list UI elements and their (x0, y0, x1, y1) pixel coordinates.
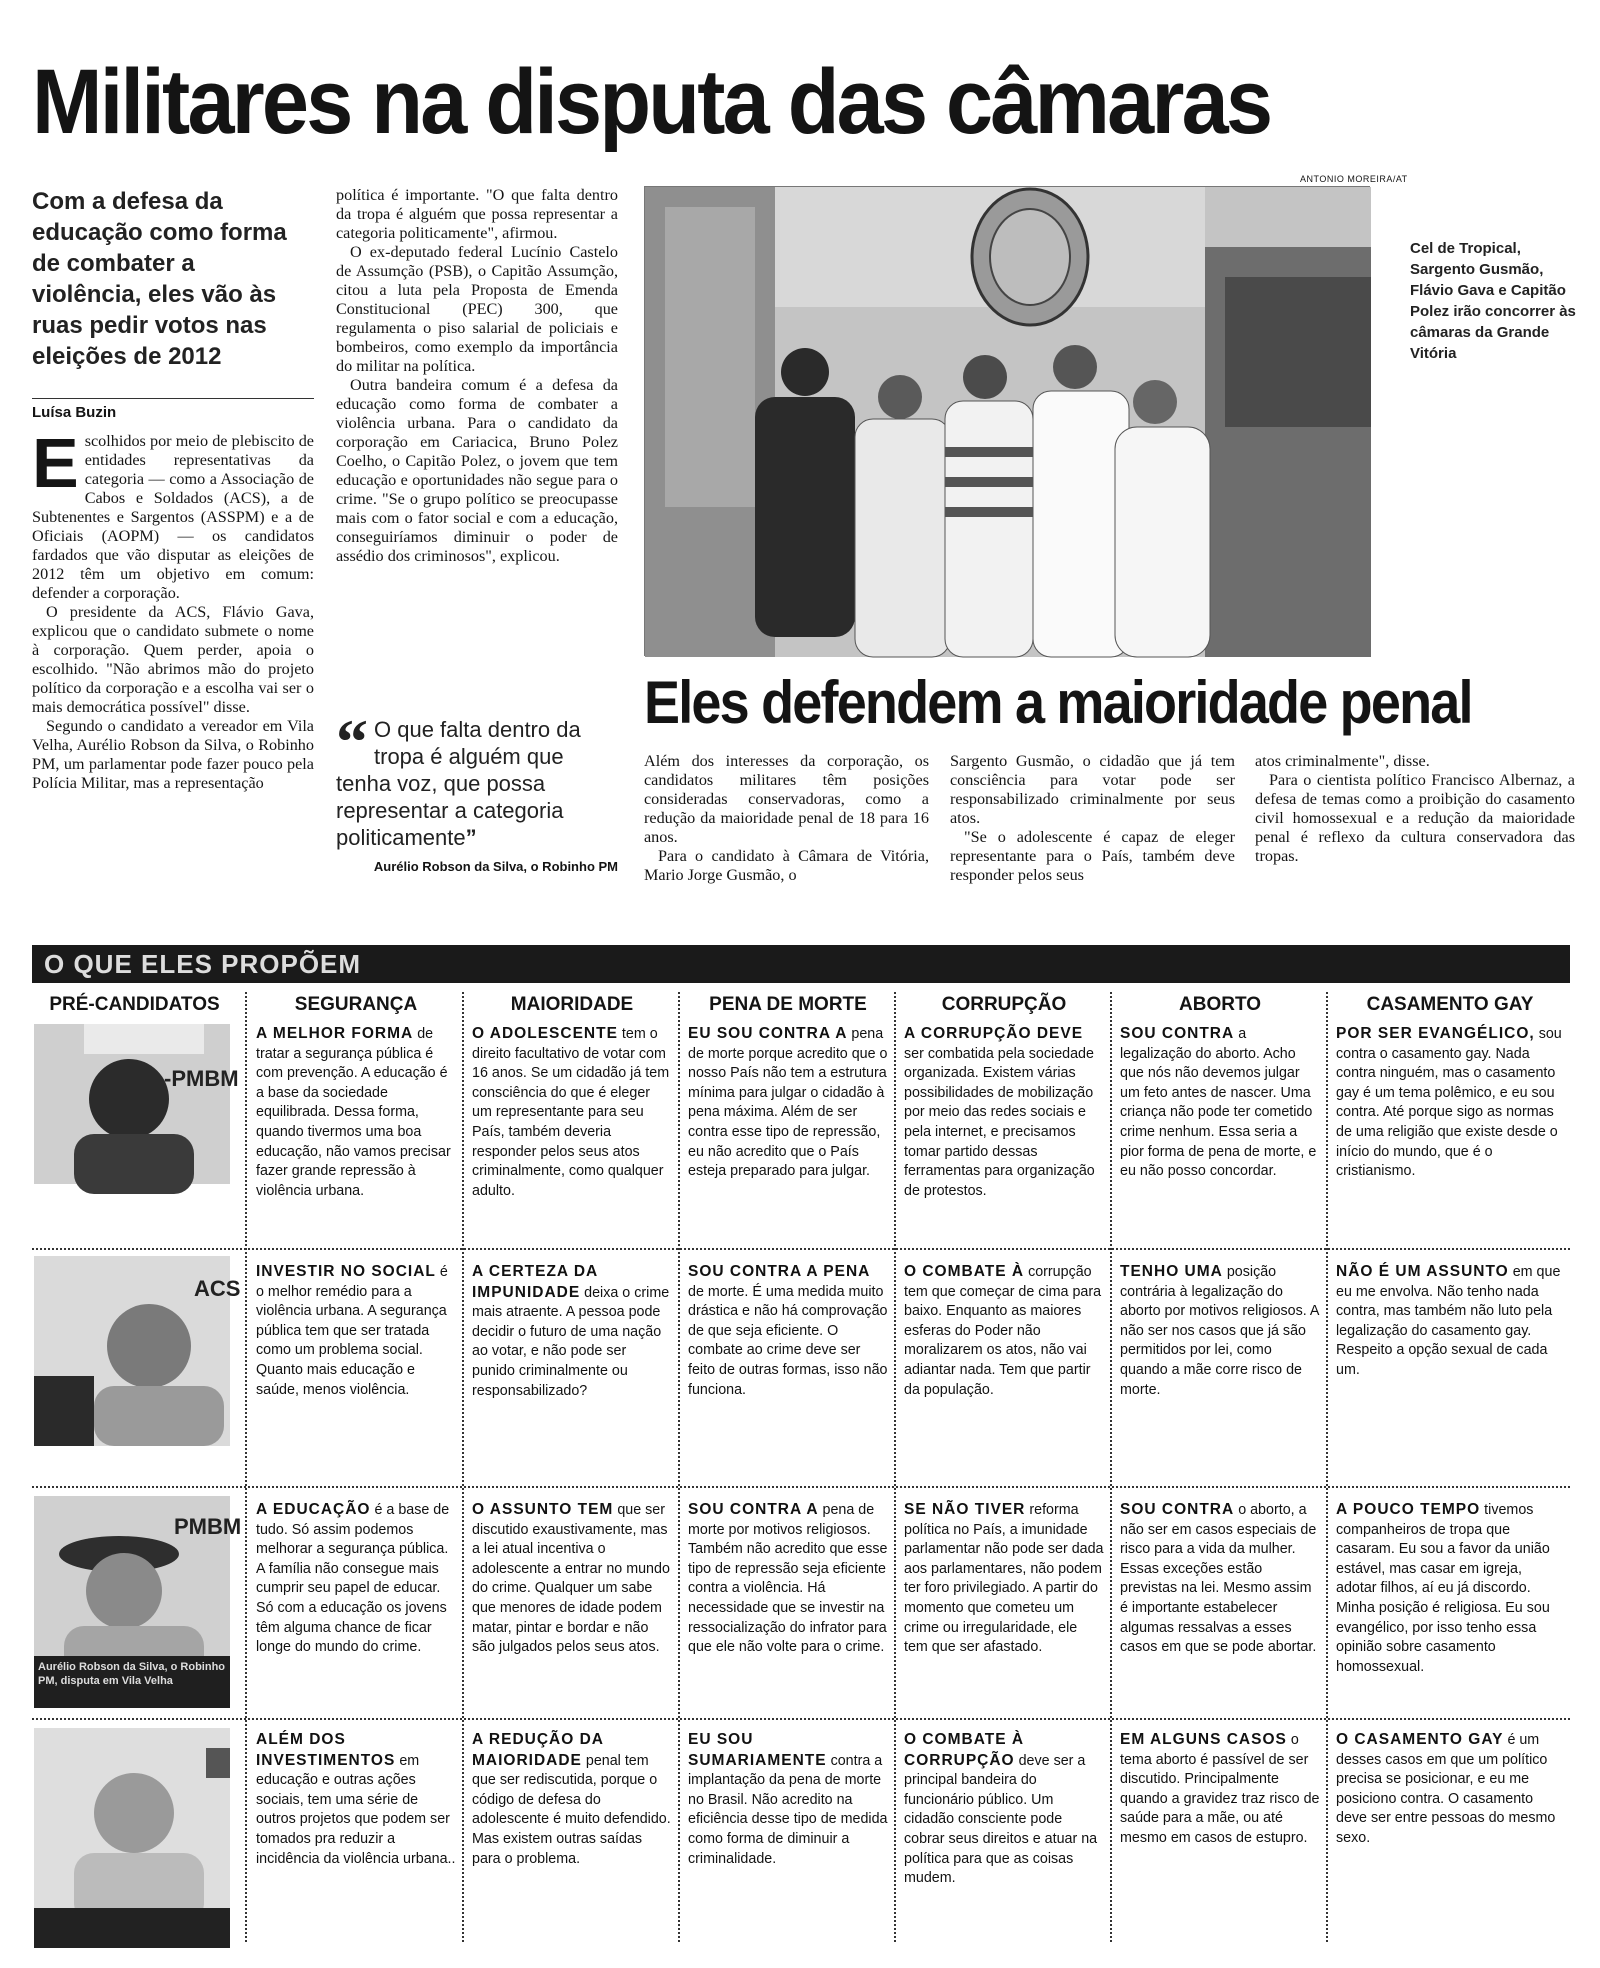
article-column-1 (32, 424, 314, 793)
pull-quote-text: “ O que falta dentro da tropa é alguém que tenha voz, que possa representar a categoria politicamente” (336, 706, 581, 850)
paragraph: Outra bandeira comum é a defesa da educação como forma de combater a violência urbana. Para o candidato da corporação em Cariacica, Bruno Polez Coelho, o Capitão Polez, o jovem que tem educação e oportunidades não segue para o crime. "Se o grupo político se preocupasse mais com o fator social e com a educação, conseguiríamos diminuir o poder de assédio dos criminosos", explicou. (336, 376, 618, 565)
column-divider (1110, 992, 1112, 1942)
paragraph: Além dos interesses da corporação, os candidatos militares têm posições consideradas conservadoras, como a redução da maioridade penal de 18 para 16 anos. (644, 752, 929, 846)
proposal-cell: EU SOU SUMARIAMENTE contra a implantação da pena de morte no Brasil. Não acredito na eficiência desse tipo de medida como forma de diminuir a criminalidade. (688, 1731, 888, 1867)
proposal-cell: A REDUÇÃO DA MAIORIDADE penal tem que ser rediscutida, porque o código de defesa do adolescente é muito defendido. Mas existem outras saídas para o problema. (472, 1731, 671, 1867)
byline: Luísa Buzin (32, 404, 117, 421)
row-divider (32, 1248, 1570, 1250)
proposal-cell: O ASSUNTO TEM que ser discutido exaustivamente, mas a lei atual incentiva o adolescente a entrar no mundo do crime. Qualquer um sabe que menores de idade podem matar, pintar e bordar e não são julgados pelos seus atos. (472, 1501, 670, 1656)
proposal-cell: A CERTEZA DA IMPUNIDADE deixa o crime mais atraente. A pessoa pode decidir o futuro de uma nação ao votar, e não pode ser punido criminalmente ou responsabilizado? (472, 1263, 670, 1399)
sub-article-column-1 (644, 752, 929, 885)
column-header-majority-age: MAIORIDADE (510, 994, 634, 1015)
portrait-caption: Aurélio Robson da Silva, o Robinho PM, disputa em Vila Velha (38, 1661, 226, 1687)
proposal-cell: ALÉM DOS INVESTIMENTOS em educação e outras ações sociais, tem uma série de outros projetos que podem ser tomados pra reduzir a incidência da violência urbana.. (256, 1731, 456, 1867)
column-divider (894, 992, 896, 1942)
proposal-cell: A MELHOR FORMA de tratar a segurança pública é com prevenção. A educação é a base da sociedade equilibrada. Dessa forma, quando tivermos uma boa educação, não vamos precisar fazer grande repressão à violência urbana. (256, 1025, 451, 1199)
proposal-cell: POR SER EVANGÉLICO, sou contra o casamento gay. Nada contra ninguém, mas o casamento gay é um tema polêmico, e eu sou contra. Até porque sigo as normas de uma religião que existe desde o início do mundo, que é o cristianismo. (1336, 1025, 1562, 1180)
column-divider (1326, 992, 1328, 1942)
proposal-cell: SOU CONTRA a legalização do aborto. Acho que nós não devemos julgar um feto antes de nascer. Uma criança não pode ter cometido crime nenhum. Essa seria a pior forma de pena de morte, e eu não posso concordar. (1120, 1025, 1317, 1180)
column-header-candidates: PRÉ-CANDIDATOS (49, 994, 220, 1015)
proposal-cell: SOU CONTRA A PENA de morte. É uma medida muito drástica e não há comprovação de que seja eficiente. O combate ao crime deve ser feito de outras formas, isso não funciona. (688, 1263, 888, 1398)
proposal-cell: TENHO UMA posição contrária à legalização do aborto por motivos religiosos. A não ser nos casos que já são permitidos por lei, como quando a mãe corre risco de morte. (1120, 1263, 1319, 1398)
column-divider (462, 992, 464, 1942)
row-divider (32, 1486, 1570, 1488)
column-divider (678, 992, 680, 1942)
column-header-death-penalty: PENA DE MORTE (709, 994, 867, 1015)
portrait-sign: ACS (194, 1276, 241, 1301)
paragraph: O ex-deputado federal Lucínio Castelo de Assumção (PSB), o Capitão Assumção, citou a luta pela Proposta de Emenda Constitucional (PEC) 300, que regulamenta o piso salarial de policiais e bombeiros, como exemplo da importância do militar na política. (336, 243, 618, 375)
proposal-cell: O COMBATE À corrupção tem que começar de cima para baixo. Enquanto as maiores esferas do Poder não moralizarem os atos, não vai adiantar nada. Tem que partir da população. (904, 1263, 1102, 1398)
proposal-cell: O ADOLESCENTE tem o direito facultativo de votar com 16 anos. Se um cidadão já tem consciência do que é eleger um representante para seu País, também deveria responder pelos seus atos criminalmente, como qualquer adulto. (472, 1025, 670, 1199)
sub-article-column-3 (1255, 752, 1575, 866)
sub-article-column-2 (950, 752, 1235, 885)
portrait-sign: PMBM (174, 1514, 242, 1539)
photo-caption: Cel de Tropical, Sargento Gusmão, Flávio Gava e Capitão Polez irão concorrer às câmaras da Grande Vitória (1410, 240, 1576, 362)
proposal-cell: EM ALGUNS CASOS o tema aborto é passível de ser discutido. Principalmente quando a gravidez traz risco de saúde para a mãe, ou até mesmo em casos de estupro. (1120, 1731, 1320, 1846)
pull-quote-attribution: Aurélio Robson da Silva, o Robinho PM (373, 859, 618, 874)
paragraph: Para o cientista político Francisco Albernaz, a defesa de temas como a proibição do casamento civil homossexual e a redução da maioridade penal é reflexo da cultura conservadora das tropas. (1255, 771, 1575, 865)
proposal-cell: SOU CONTRA A pena de morte por motivos religiosos. Também não acredito que esse tipo de repressão seja eficiente contra a violência. Há necessidade que se investir na ressocialização do infrator para que ele não volte para o crime. (688, 1501, 888, 1656)
paragraph: O presidente da ACS, Flávio Gava, explicou que o candidato submete o nome à corporação. Quem perder, apoia o escolhido. "Não abrimos mão do projeto político da corporação e a escolha vai ser o mais democrática possível" disse. (32, 603, 314, 716)
column-header-corruption: CORRUPÇÃO (941, 994, 1067, 1015)
row-divider (32, 1718, 1570, 1720)
quote-close-mark: ” (465, 825, 477, 850)
proposal-cell: INVESTIR NO SOCIAL é o melhor remédio para a violência urbana. A segurança pública tem que ser tratada como um problema social. Quanto mais educação e saúde, menos violência. (256, 1263, 448, 1398)
proposal-cell: SE NÃO TIVER reforma política no País, a imunidade parlamentar não pode ser dada aos parlamentares, não podem ter foro privilegiado. A partir do momento que cometeu um crime ou irregularidade, ele tem que ser afastado. (904, 1501, 1104, 1656)
proposal-cell: O COMBATE À CORRUPÇÃO deve ser a principal bandeira do funcionário público. Um cidadão consciente pode cobrar seus direitos e atuar na política para que as coisas mudem. (904, 1731, 1098, 1887)
proposal-cell: A CORRUPÇÃO DEVE ser combatida pela sociedade organizada. Existem várias possibilidades de mobilização por meio das redes sociais e pela internet, e precisamos tomar partido dessas ferramentas para organização de protestos. (904, 1025, 1095, 1199)
paragraph: atos criminalmente", disse. (1255, 752, 1430, 770)
group-photo (644, 186, 1370, 656)
proposal-cell: A POUCO TEMPO tivemos companheiros de tropa que casaram. Eu sou a favor da união estável, mas casar em igreja, adotar filhos, aí eu já discordo. Minha posição é religiosa. Eu sou evangélico, por isso tenho essa opinião sobre casamento homossexual. (1336, 1501, 1550, 1675)
column-divider (245, 992, 247, 1942)
section-band (32, 945, 1570, 983)
dropcap: E (32, 424, 79, 502)
divider (32, 398, 314, 399)
column-header-abortion: ABORTO (1179, 994, 1261, 1015)
subheadline: Eles defendem a maioridade penal (644, 669, 1472, 736)
paragraph: política é importante. "O que falta dentro da tropa é alguém que possa representar a categoria politicamente", afirmou. (336, 186, 618, 242)
quote-open-mark: “ (336, 706, 368, 777)
deck-subtitle: Com a defesa da educação como forma de combater a violência, eles vão às ruas pedir votos nas eleições de 2012 (32, 188, 287, 370)
headline: Militares na disputa das câmaras (32, 51, 1271, 153)
portrait-sign: -PMBM (164, 1066, 239, 1091)
photo-illustration (645, 187, 1371, 657)
candidate-portrait (34, 1024, 239, 1184)
paragraph: Para o candidato à Câmara de Vitória, Mario Jorge Gusmão, o (644, 847, 929, 884)
proposal-cell: SOU CONTRA o aborto, a não ser em casos especiais de risco para a vida da mulher. Essas exceções estão previstas na lei. Mesmo assim é importante estabelecer algumas ressalvas a esses casos em que se pode abortar. (1120, 1501, 1317, 1656)
article-column-2 (336, 186, 618, 566)
paragraph: Sargento Gusmão, o cidadão que já tem consciência para votar pode ser responsabilizado criminalmente por seus atos. (950, 752, 1235, 827)
proposal-cell: EU SOU CONTRA A pena de morte porque acredito que o nosso País não tem a estrutura mínima para julgar o cidadão à pena máxima. Além de ser contra esse tipo de repressão, eu não acredito que o País esteja preparado para julgar. (688, 1025, 888, 1180)
column-header-gay-marriage: CASAMENTO GAY (1366, 994, 1534, 1015)
proposal-cell: A EDUCAÇÃO é a base de tudo. Só assim podemos melhorar a segurança pública. A família não consegue mais cumprir seu papel de educar. Só com a educação os jovens têm alguma chance de ficar longe do mundo do crime. (256, 1501, 450, 1656)
photo-credit: ANTONIO MOREIRA/AT (1300, 174, 1408, 184)
pull-quote (336, 706, 618, 874)
proposal-cell: O CASAMENTO GAY é um desses casos em que um político precisa se posicionar, e eu me posiciono contra. O casamento deve ser entre pessoas do mesmo sexo. (1336, 1731, 1556, 1846)
candidate-portrait (34, 1256, 241, 1446)
proposal-cell: NÃO É UM ASSUNTO em que eu me envolva. Não tenho nada contra, mas também não luto pela legalização do casamento gay. Respeito a opção sexual de cada um. (1336, 1263, 1561, 1378)
section-band-title: O QUE ELES PROPÕEM (44, 949, 362, 979)
candidate-portrait (34, 1496, 242, 1708)
column-header-security: SEGURANÇA (294, 994, 418, 1015)
candidate-portrait (34, 1728, 230, 1948)
paragraph: "Se o adolescente é capaz de eleger representante para o País, também deve responder pelos seus (950, 828, 1235, 884)
paragraph: Segundo o candidato a vereador em Vila Velha, Aurélio Robson da Silva, o Robinho PM, um parlamentar pode fazer pouco pela Polícia Militar, mas a representação (32, 717, 314, 792)
paragraph: Escolhidos por meio de plebiscito de entidades representativas da categoria — como a Associação de Cabos e Soldados (ACS), a de Subtenentes e Sargentos (ASSPM) e a de Oficiais (AOPM) — os candidatos fardados que vão disputar as eleições de 2012 têm um objetivo em comum: defender a corporação. (32, 424, 314, 602)
